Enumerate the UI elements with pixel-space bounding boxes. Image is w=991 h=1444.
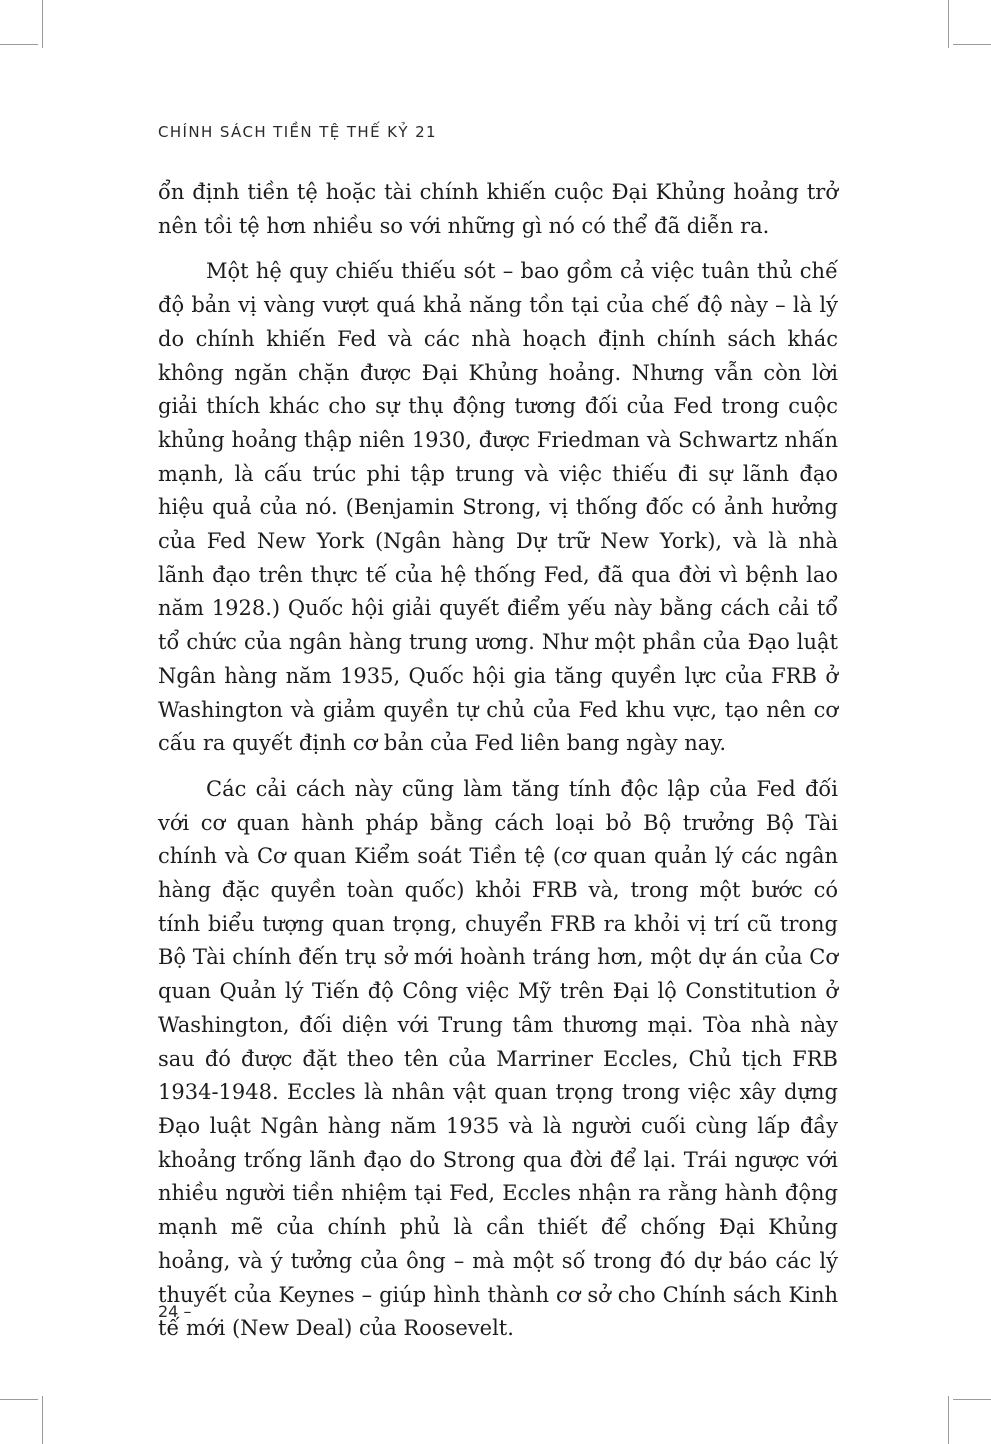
page-number: 24 – xyxy=(158,1302,192,1321)
paragraph: Một hệ quy chiếu thiếu sót – bao gồm cả việc tuân thủ chế độ bản vị vàng vượt quá khả năng tồn tại của chế độ này – là lý do chính khiến Fed và các nhà hoạch định chính sách khác không ngăn chặn được Đại Khủng hoảng. Nhưng vẫn còn lời giải thích khác cho sự thụ động tương đối của Fed trong cuộc khủng hoảng thập niên 1930, được Friedman và Schwartz nhấn mạnh, là cấu trúc phi tập trung và việc thiếu đi sự lãnh đạo hiệu quả của nó. (Benjamin Strong, vị thống đốc có ảnh hưởng của Fed New York (Ngân hàng Dự trữ New York), và là nhà lãnh đạo trên thực tế của hệ thống Fed, đã qua đời vì bệnh lao năm 1928.) Quốc hội giải quyết điểm yếu này bằng cách cải tổ tổ chức của ngân hàng trung ương. Như một phần của Đạo luật Ngân hàng năm 1935, Quốc hội gia tăng quyền lực của FRB ở Washington và giảm quyền tự chủ của Fed khu vực, tạo nên cơ cấu ra quyết định cơ bản của Fed liên bang ngày nay. xyxy=(158,259,838,756)
crop-mark-bottom-left xyxy=(42,1396,43,1444)
crop-mark-bottom-right-horizontal xyxy=(953,1399,991,1400)
crop-mark-bottom-right xyxy=(948,1396,949,1444)
paragraph: Các cải cách này cũng làm tăng tính độc lập của Fed đối với cơ quan hành pháp bằng cách loại bỏ Bộ trưởng Bộ Tài chính và Cơ quan Kiểm soát Tiền tệ (cơ quan quản lý các ngân hàng đặc quyền toàn quốc) khỏi FRB và, trong một bước có tính biểu tượng quan trọng, chuyển FRB ra khỏi vị trí cũ trong Bộ Tài chính đến trụ sở mới hoành tráng hơn, một dự án của Cơ quan Quản lý Tiến độ Công việc Mỹ trên Đại lộ Constitution ở Washington, đối diện với Trung tâm thương mại. Tòa nhà này sau đó được đặt theo tên của Marriner Eccles, Chủ tịch FRB 1934-1948. Eccles là nhân vật quan trọng trong việc xây dựng Đạo luật Ngân hàng năm 1935 và là người cuối cùng lấp đầy khoảng trống lãnh đạo do Strong qua đời để lại. Trái ngược với nhiều người tiền nhiệm tại Fed, Eccles nhận ra rằng hành động mạnh mẽ của chính phủ là cần thiết để chống Đại Khủng hoảng, và ý tưởng của ông – mà một số trong đó dự báo các lý thuyết của Keynes – giúp hình thành cơ sở cho Chính sách Kinh tế mới (New Deal) của Roosevelt. xyxy=(158,776,838,1341)
crop-mark-top-right xyxy=(948,0,949,48)
crop-mark-bottom-left-horizontal xyxy=(0,1399,38,1400)
crop-mark-top-left-horizontal xyxy=(0,44,38,45)
running-header: CHÍNH SÁCH TIỀN TỆ THẾ KỶ 21 xyxy=(158,123,437,141)
body-text xyxy=(158,176,838,1358)
crop-mark-top-right-horizontal xyxy=(953,44,991,45)
paragraph-continued: ổn định tiền tệ hoặc tài chính khiến cuộc Đại Khủng hoảng trở nên tồi tệ hơn nhiều so với những gì nó có thể đã diễn ra. xyxy=(158,180,838,238)
crop-mark-top-left xyxy=(42,0,43,48)
